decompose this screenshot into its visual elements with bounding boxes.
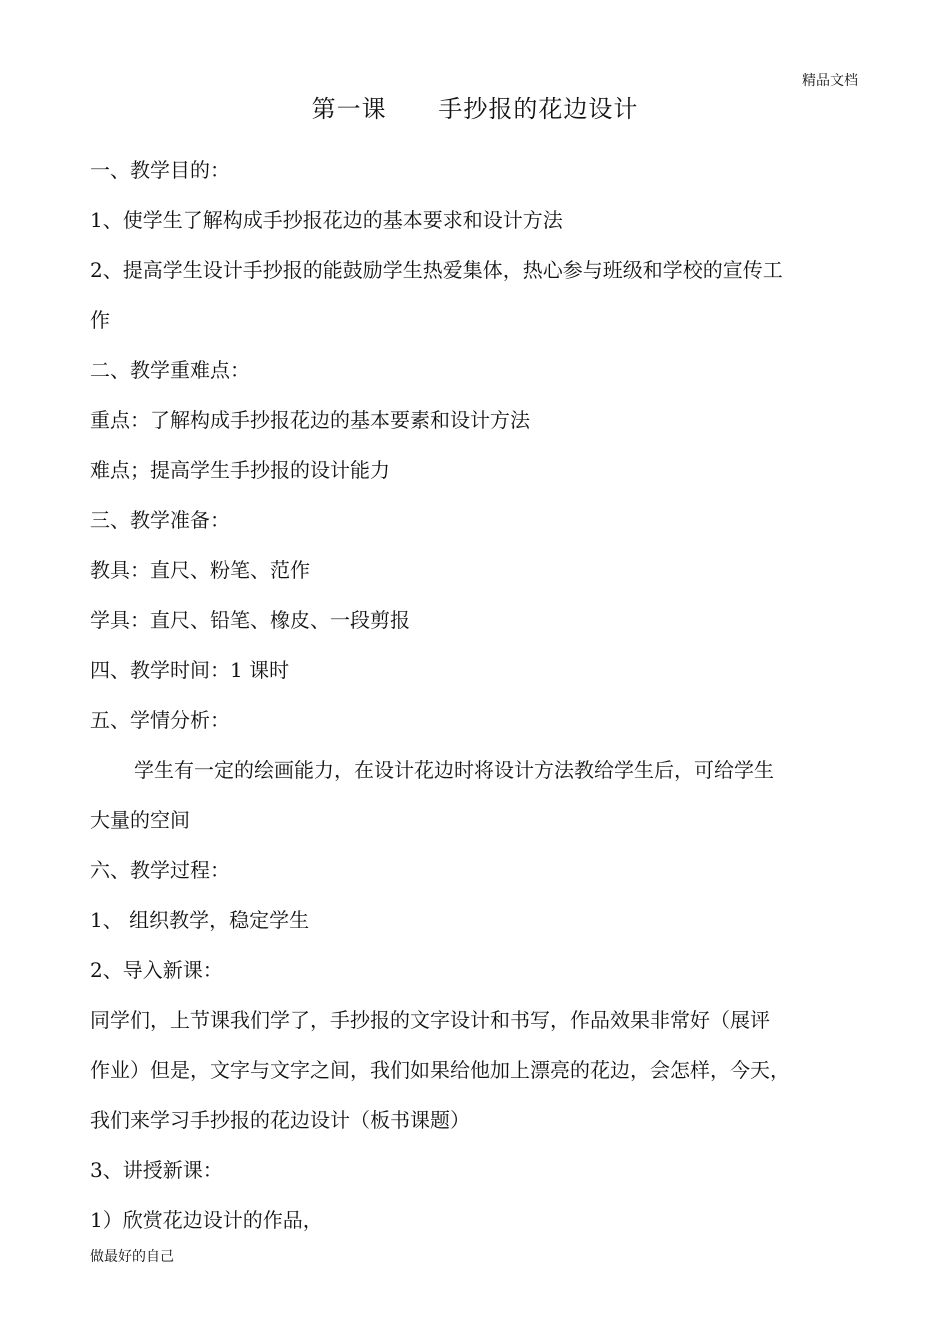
section-heading-objectives: 一、教学目的： — [90, 158, 230, 182]
objective-line-1: 1、使学生了解构成手抄报花边的基本要求和设计方法 — [90, 208, 563, 232]
footer-note: 做最好的自己 — [90, 1249, 174, 1265]
teacher-tools-line: 教具：直尺、粉笔、范作 — [90, 558, 310, 582]
section-heading-key-points: 二、教学重难点： — [90, 358, 250, 382]
document-title: 第一课 手抄报的花边设计 — [311, 95, 639, 123]
intro-paragraph-line-2: 作业）但是，文字与文字之间，我们如果给他加上漂亮的花边，会怎样，今天， — [90, 1058, 790, 1082]
section-heading-preparation: 三、教学准备： — [90, 508, 230, 532]
student-tools-line: 学具：直尺、铅笔、橡皮、一段剪报 — [90, 608, 410, 632]
process-step-2: 2、导入新课： — [90, 958, 223, 982]
intro-paragraph-line-1: 同学们，上节课我们学了，手抄报的文字设计和书写，作品效果非常好（展评 — [90, 1008, 770, 1032]
analysis-line-1: 学生有一定的绘画能力，在设计花边时将设计方法教给学生后，可给学生 — [134, 758, 774, 782]
difficulty-line: 难点；提高学生手抄报的设计能力 — [90, 458, 390, 482]
key-point-line: 重点：了解构成手抄报花边的基本要素和设计方法 — [90, 408, 530, 432]
process-substep-1: 1）欣赏花边设计的作品， — [90, 1208, 323, 1232]
document-body — [90, 145, 860, 1245]
header-note: 精品文档 — [802, 73, 858, 89]
intro-paragraph-line-3: 我们来学习手抄报的花边设计（板书课题） — [90, 1108, 470, 1132]
process-step-1: 1、 组织教学，稳定学生 — [90, 908, 310, 932]
objective-line-2: 2、提高学生设计手抄报的能鼓励学生热爱集体，热心参与班级和学校的宣传工 — [90, 258, 783, 282]
section-heading-process: 六、教学过程： — [90, 858, 230, 882]
section-heading-analysis: 五、学情分析： — [90, 708, 230, 732]
analysis-line-2: 大量的空间 — [90, 808, 190, 832]
lesson-time-line: 四、教学时间：1 课时 — [90, 658, 290, 682]
objective-line-2-continued: 作 — [90, 308, 110, 332]
process-step-3: 3、讲授新课： — [90, 1158, 223, 1182]
